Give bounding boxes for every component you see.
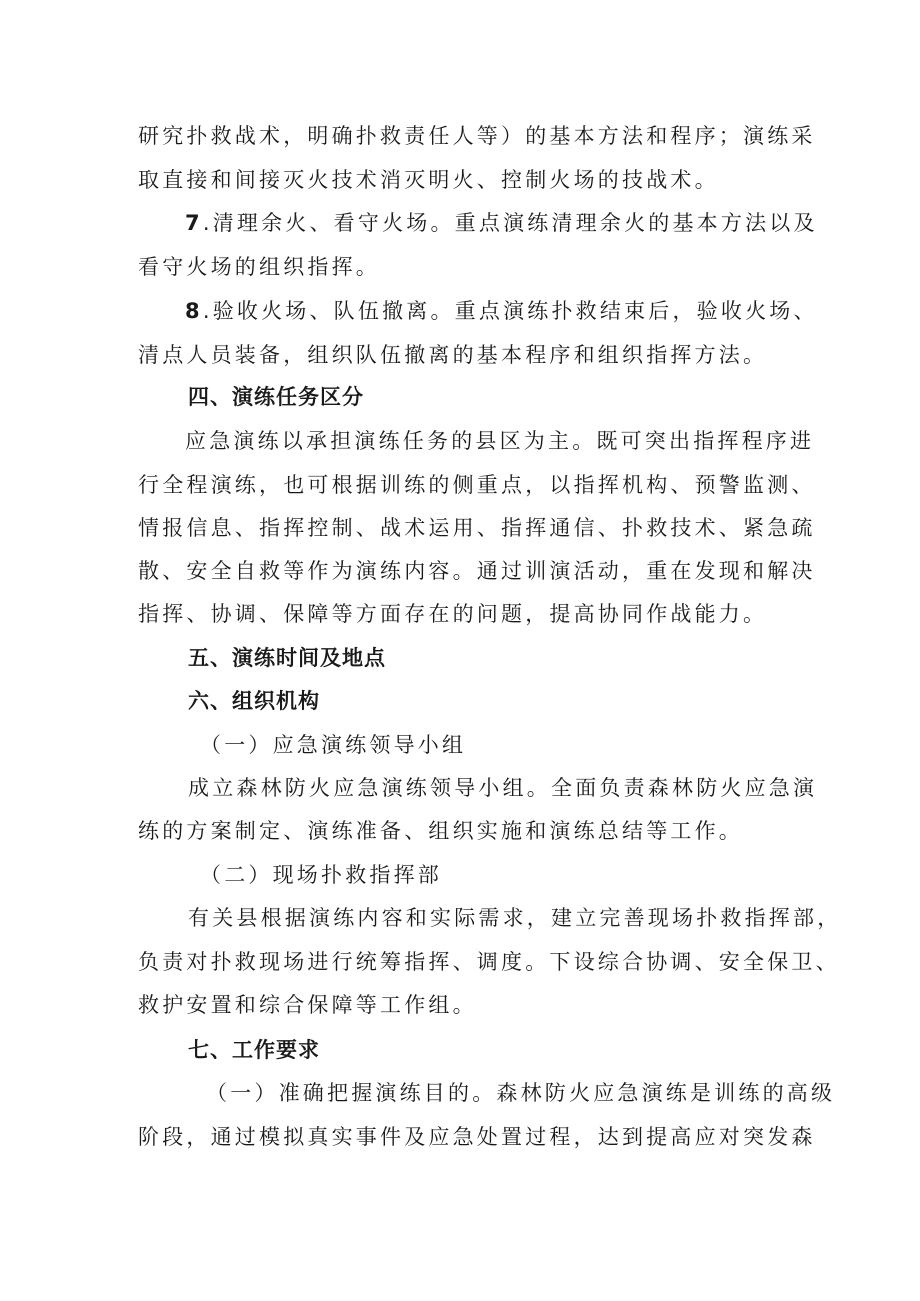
subsection-heading: （一）应急演练领导小组	[200, 733, 467, 757]
item-text: .清理余火、看守火场。重点演练清理余火的基本方法以及	[202, 211, 818, 235]
list-item-7	[185, 208, 818, 238]
item-number: 8	[185, 299, 203, 323]
section-heading-4: 四、演练任务区分	[188, 385, 364, 409]
body-line: （一）准确把握演练目的。森林防火应急演练是训练的高级	[206, 1081, 836, 1105]
list-item-8	[185, 296, 818, 326]
body-line: 取直接和间接灭火技术消灭明火、控制火场的技战术。	[138, 168, 719, 192]
section-heading-6: 六、组织机构	[188, 689, 320, 713]
body-line: 负责对扑救现场进行统筹指挥、调度。下设综合协调、安全保卫、	[138, 950, 840, 974]
section-heading-7: 七、工作要求	[188, 1038, 320, 1062]
item-number: 7	[185, 211, 203, 235]
body-line: 应急演练以承担演练任务的县区为主。既可突出指挥程序进	[185, 429, 815, 453]
body-line: 情报信息、指挥控制、战术运用、指挥通信、扑救技术、紧急疏	[138, 516, 816, 540]
body-line: 研究扑救战术，明确扑救责任人等）的基本方法和程序；演练采	[138, 124, 816, 148]
subsection-heading: （二）现场扑救指挥部	[200, 863, 442, 887]
item-text: .验收火场、队伍撤离。重点演练扑救结束后，验收火场、	[202, 299, 818, 323]
body-line: 救护安置和综合保障等工作组。	[138, 993, 477, 1017]
body-line: 有关县根据演练内容和实际需求，建立完善现场扑救指挥部，	[188, 906, 842, 930]
section-heading-5: 五、演练时间及地点	[188, 646, 386, 670]
body-line: 散、安全自救等作为演练内容。通过训演活动，重在发现和解决	[138, 559, 816, 583]
body-line: 看守火场的组织指挥。	[138, 255, 380, 279]
body-line: 清点人员装备，组织队伍撤离的基本程序和组织指挥方法。	[138, 343, 768, 367]
body-line: 阶段，通过模拟真实事件及应急处置过程，达到提高应对突发森	[138, 1125, 816, 1149]
body-line: 行全程演练，也可根据训练的侧重点，以指挥机构、预警监测、	[138, 473, 816, 497]
body-line: 指挥、协调、保障等方面存在的问题，提高协同作战能力。	[138, 602, 768, 626]
body-line: 成立森林防火应急演练领导小组。全面负责森林防火应急演	[188, 776, 818, 800]
body-line: 练的方案制定、演练准备、组织实施和演练总结等工作。	[138, 819, 743, 843]
